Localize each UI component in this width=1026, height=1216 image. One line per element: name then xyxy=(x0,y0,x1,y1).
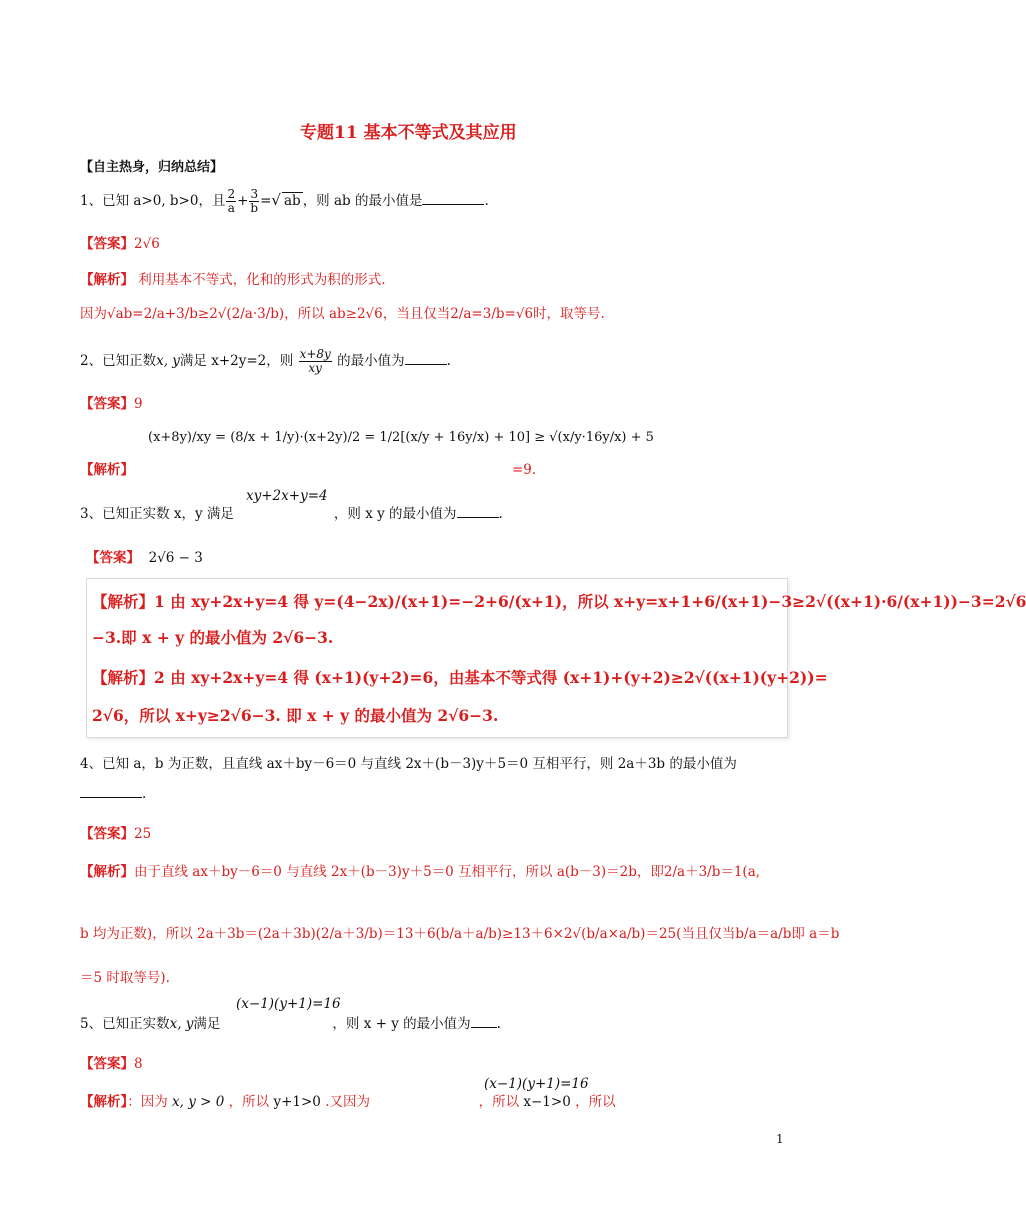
q5-a-seg8: ，所以 xyxy=(575,1094,616,1110)
q2-fraction xyxy=(299,348,332,375)
q5-answer-value: 8 xyxy=(134,1056,143,1072)
q5-analysis xyxy=(80,1092,780,1112)
q4-a-line1-text: 由于直线 ax＋by－6＝0 与直线 2x＋(b－3)y＋5＝0 互相平行，所以 a(b－3)＝2b，即2/a＋3/b＝1(a, xyxy=(134,864,761,880)
analysis-label: 【解析】 xyxy=(80,462,134,478)
q1-eq: = xyxy=(260,193,272,209)
q5-text-pre: 5、已知正实数 xyxy=(80,1016,170,1032)
answer-blank xyxy=(471,1027,497,1028)
q2-text-post: 的最小值为 xyxy=(337,353,405,369)
q4-analysis-line-3: ＝5 时取等号). xyxy=(80,970,170,986)
q5-a-seg5: .又因为 xyxy=(325,1094,370,1110)
q1-end: . xyxy=(484,193,489,209)
q1-answer-value: 2√6 xyxy=(134,236,160,252)
answer-label: 【答案】 xyxy=(80,826,134,842)
question-4: 4、已知 a，b 为正数，且直线 ax＋by－6＝0 与直线 2x＋(b－3)y＋5＝0 互相平行，则 2a＋3b 的最小值为 xyxy=(80,756,737,772)
q2-text-pre: 2、已知正数 xyxy=(80,353,157,369)
q3-answer xyxy=(86,548,203,568)
q5-condition-formula: (x−1)(y+1)=16 xyxy=(236,996,341,1012)
q1-frac-3b: $\frac{3}{b}$ xyxy=(250,187,259,215)
answer-blank xyxy=(422,204,484,205)
q3-a1-line1-text: 由 xy+2x+y=4 得 y=(4−2x)/(x+1)=−2+6/(x+1)，所以 x+y=x+1+6/(x+1)−3≥2√((x+1)·6/(x+1))−3=2√6 xyxy=(170,592,1026,611)
q5-a-seg2: x, y > 0 xyxy=(172,1094,225,1110)
q1-text-pre: 1、已知 a>0, b>0，且 xyxy=(80,193,226,209)
answer-label: 【答案】 xyxy=(80,396,134,412)
q2-vars: x, y xyxy=(156,353,180,369)
q4-answer xyxy=(80,824,151,844)
q2-analysis-formula: (x+8y)/xy = (8/x + 1/y)·(x+2y)/2 = 1/2[(x/y + 16y/x) + 10] ≥ √(x/y·16y/x) + 5 xyxy=(148,430,654,445)
q1-answer xyxy=(80,234,160,254)
analysis-label: 【解析】 xyxy=(80,864,134,880)
q3-text-pre: 3、已知正实数 x，y 满足 xyxy=(80,506,234,522)
analysis-label: 【解析】 xyxy=(80,272,134,288)
q5-a-seg4: y+1>0 xyxy=(273,1094,321,1110)
q2-answer-value: 9 xyxy=(134,396,143,412)
q3-condition-formula: xy+2x+y=4 xyxy=(246,488,328,504)
question-5 xyxy=(80,1014,501,1034)
q5-text-post: ，则 x + y 的最小值为 xyxy=(332,1016,471,1032)
q5-a-seg1: ：因为 xyxy=(127,1094,168,1110)
answer-blank xyxy=(80,797,142,798)
q3-text-post: ，则 x y 的最小值为 xyxy=(333,506,457,522)
q5-a-seg7: x−1>0 xyxy=(523,1094,571,1110)
q5-analysis-formula: (x−1)(y+1)=16 xyxy=(484,1076,589,1092)
q5-vars: x, y xyxy=(169,1016,194,1032)
page-title: 专题11 基本不等式及其应用 xyxy=(300,123,517,143)
q5-answer xyxy=(80,1054,143,1074)
question-2 xyxy=(80,348,451,375)
q5-mid: 满足 xyxy=(193,1016,221,1032)
q2-analysis-result: =9. xyxy=(512,462,537,478)
q3-analysis-2-line-1 xyxy=(92,666,828,688)
q2-analysis xyxy=(80,460,134,480)
q3-analysis-2-line-2: 2√6，所以 x+y≥2√6−3. 即 x + y 的最小值为 2√6−3. xyxy=(92,706,499,725)
q4-answer-value: 25 xyxy=(134,826,152,842)
q1-text-post: ，则 ab 的最小值是 xyxy=(302,193,423,209)
q1-analysis-derivation: 因为√ab=2/a+3/b≥2√(2/a·3/b)，所以 ab≥2√6，当且仅当2/a=3/b=√6时，取等号. xyxy=(80,306,605,322)
analysis-label: 【解析】 xyxy=(80,1094,128,1110)
question-1: 1、已知 a>0, b>0，且 $\frac{2}{a}$ + $\frac{3}{b}$ =√ ab ，则 ab 的最小值是 . xyxy=(80,187,489,215)
q5-a-seg3: ，所以 xyxy=(228,1094,270,1110)
q4-end: . xyxy=(142,786,147,802)
q4-analysis-line-2: b 均为正数)，所以 2a＋3b＝(2a＋3b)(2/a＋3/b)＝13＋6(b/a＋a/b)≥13＋6×2√(b/a×a/b)＝25(当且仅当b/a＝a/b即 a＝b xyxy=(80,926,840,942)
q2-end: . xyxy=(446,353,451,369)
q2-cond: 满足 x+2y=2，则 xyxy=(179,353,294,369)
q3-answer-value: 2√6 − 3 xyxy=(148,550,203,566)
q4-analysis-line-1 xyxy=(80,862,760,882)
q3-analysis-1-line-1 xyxy=(92,590,1026,612)
q3-end: . xyxy=(498,506,503,522)
q2-frac-den: xy xyxy=(308,361,322,375)
q2-frac-num: x+8y xyxy=(299,347,331,361)
answer-blank xyxy=(405,364,447,365)
q3-analysis-1-line-2: −3.即 x + y 的最小值为 2√6−3. xyxy=(92,628,334,647)
q3-a2-line1-text: 由 xy+2x+y=4 得 (x+1)(y+2)=6，由基本不等式得 (x+1)+(y+2)≥2√((x+1)(y+2))= xyxy=(170,668,828,687)
section-heading: 【自主热身，归纳总结】 xyxy=(80,160,224,175)
q5-a-seg6: ，所以 xyxy=(478,1094,520,1110)
q5-end: . xyxy=(496,1016,501,1032)
q2-answer xyxy=(80,394,143,414)
answer-label: 【答案】 xyxy=(80,236,134,252)
question-4-cont xyxy=(80,784,146,804)
question-3 xyxy=(80,504,503,524)
q1-frac-2a: $\frac{2}{a}$ xyxy=(227,187,236,215)
analysis-1-label: 【解析】1 xyxy=(92,592,165,611)
page-number: 1 xyxy=(776,1132,784,1146)
answer-label: 【答案】 xyxy=(86,550,140,566)
answer-blank xyxy=(457,517,499,518)
answer-label: 【答案】 xyxy=(80,1056,134,1072)
q1-analysis-text: 利用基本不等式，化和的形式为积的形式. xyxy=(138,272,386,288)
analysis-2-label: 【解析】2 xyxy=(92,668,165,687)
q1-analysis xyxy=(80,270,386,290)
